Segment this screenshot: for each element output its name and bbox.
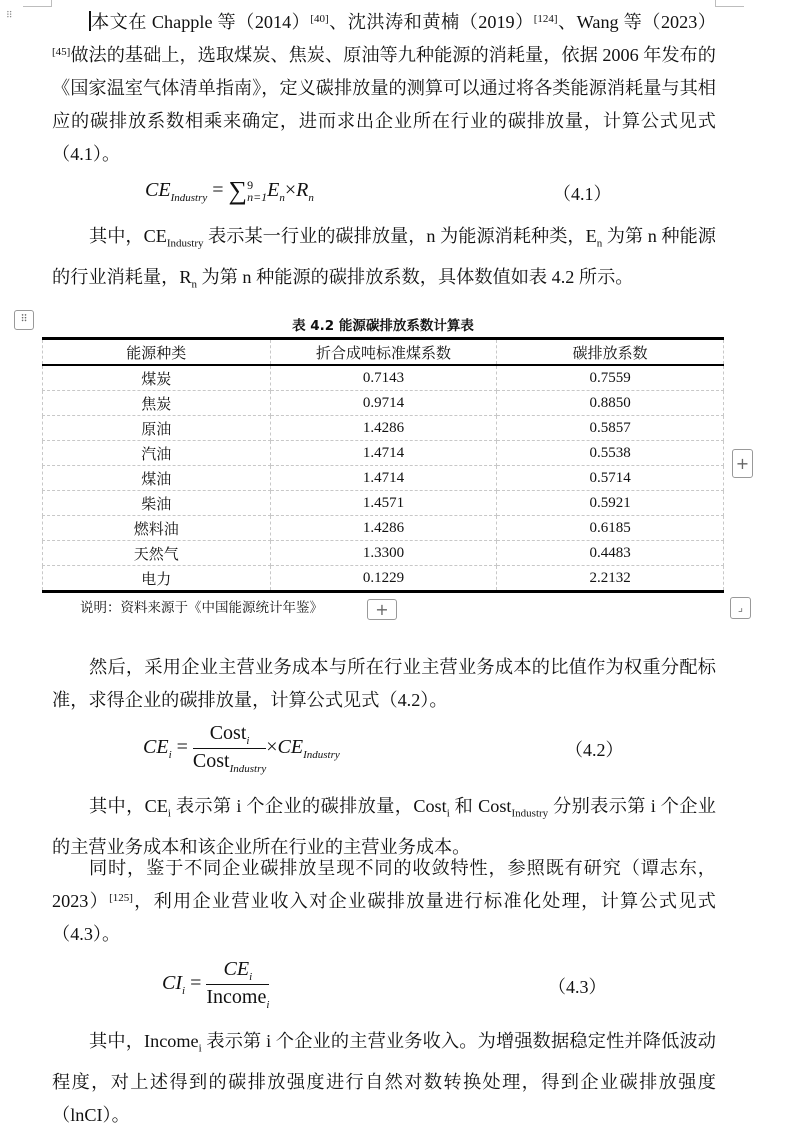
paragraph-formula-4-1-explanation: 其中，$CE_{Industry}$ 表示某一行业的碳排放量，n 为能源消耗种类，$E_n$ 为第 n 种能源的行业消耗量，$R_n$ 为第 n 种能源的碳排放系数，具体数值如表 4.2 所示。: [52, 226, 716, 291]
cell-coal-coef: 1.3300: [270, 541, 497, 566]
table-row: [43, 466, 724, 491]
cell-coal-coef: 1.4714: [270, 441, 497, 466]
table-row: [43, 541, 724, 566]
cell-carbon-coef: 0.7559: [497, 365, 724, 391]
add-column-button[interactable]: +: [732, 449, 753, 478]
header-energy-type: 能源种类: [43, 339, 271, 366]
cell-energy: 燃料油: [43, 516, 271, 541]
paragraph-drag-handle-icon[interactable]: ⠿: [6, 10, 14, 20]
paragraph-formula-4-2-explanation: 其中，$CE_i$ 表示第 i 个企业的碳排放量，Cost$_i$ 和 Cost$_{Industry}$ 分别表示第 i 个企业的主营业务成本和该企业所在行业的主营业务成本。: [52, 796, 716, 857]
cell-carbon-coef: 0.8850: [497, 391, 724, 416]
table-row: [43, 566, 724, 592]
table-header-row: [43, 339, 724, 366]
text: 、Wang 等（2023）: [557, 12, 716, 32]
formula-number-4-3: （4.3）: [548, 977, 607, 997]
table-row: [43, 416, 724, 441]
cell-energy: 煤炭: [43, 365, 271, 391]
cell-carbon-coef: 0.5857: [497, 416, 724, 441]
table-source-note: 说明：资料来源于《中国能源统计年鉴》: [80, 600, 323, 616]
cell-energy: 焦炭: [43, 391, 271, 416]
cell-carbon-coef: 0.5538: [497, 441, 724, 466]
cell-carbon-coef: 0.5714: [497, 466, 724, 491]
paragraph-standardization: 同时，鉴于不同企业碳排放呈现不同的收敛特性，参照既有研究（谭志东，2023）[125]，利用企业营业收入对企业碳排放量进行标准化处理，计算公式见式（4.3）。: [52, 858, 716, 944]
citation[interactable]: [40]: [310, 13, 329, 25]
cell-energy: 汽油: [43, 441, 271, 466]
paragraph-log-transform: 其中，Income$_i$ 表示第 i 个企业的主营业务收入。为增强数据稳定性并降低波动程度，对上述得到的碳排放强度进行自然对数转换处理，得到企业碳排放强度（lnCI）。: [52, 1031, 716, 1125]
fraction: $\frac{Cost_i}{Cost_{Industry}}$: [192, 722, 267, 775]
fraction: $\frac{CE_i}{Income_i}$: [206, 958, 270, 1011]
cell-energy: 柴油: [43, 491, 271, 516]
cell-carbon-coef: 0.4483: [497, 541, 724, 566]
table-caption: 表 4.2 能源碳排放系数计算表: [292, 318, 474, 334]
citation[interactable]: [124]: [533, 13, 558, 25]
cell-coal-coef: 0.9714: [270, 391, 497, 416]
energy-carbon-table: [42, 337, 724, 593]
header-standard-coal-coefficient: 折合成吨标准煤系数: [270, 339, 497, 366]
table-row: [43, 391, 724, 416]
add-row-button[interactable]: +: [367, 599, 397, 620]
cell-carbon-coef: 0.5921: [497, 491, 724, 516]
citation[interactable]: [45]: [52, 46, 71, 58]
table-row: [43, 516, 724, 541]
formula-4-2: $CE_i$ = $\frac{Cost_i}{Cost_{Industry}}$ $\times CE_{Industry}$: [143, 722, 340, 775]
text: 本文在 Chapple 等（2014）: [90, 12, 311, 32]
cell-energy: 煤油: [43, 466, 271, 491]
header-carbon-coefficient: 碳排放系数: [497, 339, 724, 366]
formula-number-4-1: （4.1）: [553, 184, 612, 204]
cell-energy: 电力: [43, 566, 271, 592]
cell-coal-coef: 1.4286: [270, 416, 497, 441]
text: 、沈洪涛和黄楠（2019）: [328, 12, 534, 32]
sum-symbol: ∑: [228, 176, 248, 205]
cell-energy: 原油: [43, 416, 271, 441]
paragraph-weight-allocation: 然后，采用企业主营业务成本与所在行业主营业务成本的比值作为权重分配标准，求得企业的碳排放量，计算公式见式（4.2）。: [52, 657, 716, 710]
cell-coal-coef: 1.4571: [270, 491, 497, 516]
cell-energy: 天然气: [43, 541, 271, 566]
table-row: [43, 491, 724, 516]
paragraph-intro: [52, 6, 716, 171]
formula-4-3: $CI_i$ = $\frac{CE_i}{Income_i}$: [162, 958, 270, 1011]
table-move-handle-icon[interactable]: ⠿: [14, 310, 34, 330]
table-row: [43, 441, 724, 466]
cell-coal-coef: 1.4714: [270, 466, 497, 491]
table-row: [43, 365, 724, 391]
text: 做法的基础上，选取煤炭、焦炭、原油等九种能源的消耗量，依据 2006 年发布的《国家温室气体清单指南》，定义碳排放量的测算可以通过将各类能源消耗量与其相应的碳排放系数相乘来确定，进而求出企业所在行业的碳排放量，计算公式见式（4.1）。: [52, 45, 716, 164]
cell-coal-coef: 1.4286: [270, 516, 497, 541]
page-corner-mark-left: [23, 0, 52, 7]
cell-carbon-coef: 0.6185: [497, 516, 724, 541]
formula-number-4-2: （4.2）: [565, 740, 624, 760]
citation[interactable]: [125]: [109, 892, 133, 904]
table-resize-handle-icon[interactable]: ⌟: [730, 597, 751, 619]
cell-coal-coef: 0.1229: [270, 566, 497, 592]
page-corner-mark-right: [715, 0, 744, 7]
cell-carbon-coef: 2.2132: [497, 566, 724, 592]
cell-coal-coef: 0.7143: [270, 365, 497, 391]
formula-4-1: $CE_{Industry}$ = ∑ 9 n=1 $E_n\times R_n$: [145, 176, 314, 205]
